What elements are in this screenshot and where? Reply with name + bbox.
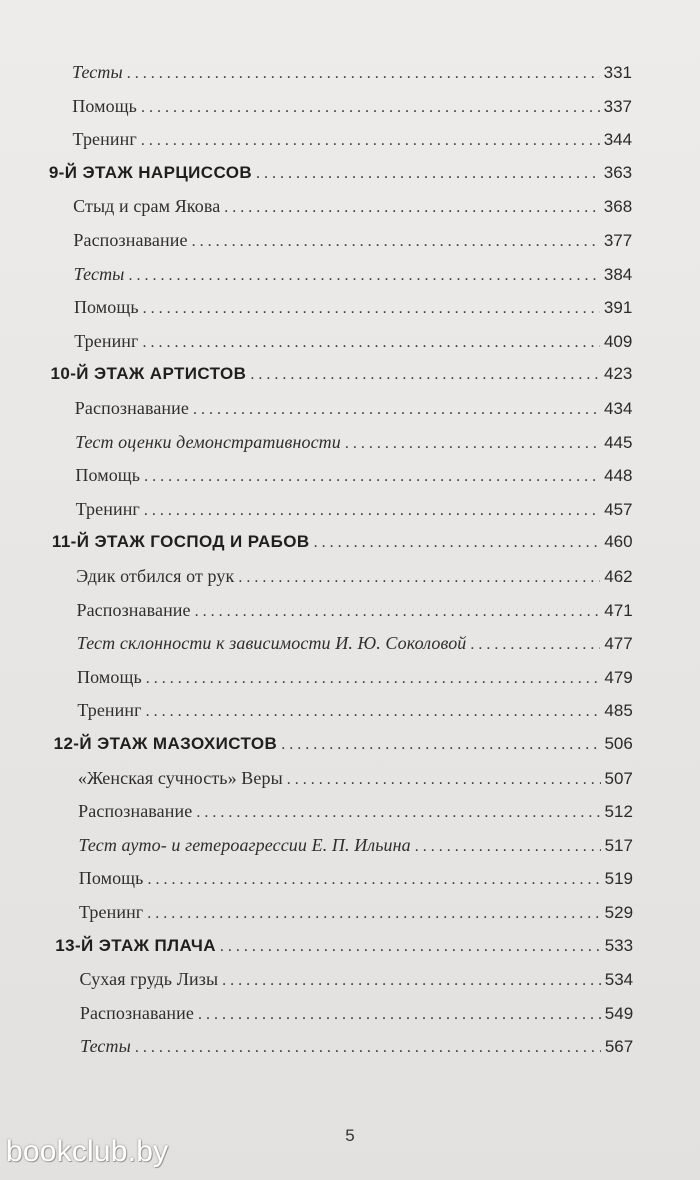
toc-chapter-row [49,163,632,197]
dot-leader [314,534,601,552]
entry-title: Тренинг [74,330,139,351]
entry-title: Распознавание [79,1002,194,1023]
dot-leader [143,300,600,318]
dot-leader [198,1006,601,1024]
toc-entry-row [75,398,633,432]
entry-title: Стыд и срам Якова [73,196,221,217]
entry-page-number: 485 [604,701,633,721]
dot-leader [127,65,600,83]
entry-page-number: 384 [603,264,633,284]
entry-page-number: 567 [604,1037,634,1057]
entry-page-number: 434 [604,399,633,418]
dot-leader [144,468,600,486]
toc-entry-row [77,700,632,734]
dot-leader [287,771,601,789]
toc-entry-row [75,432,632,466]
entry-title: Сухая грудь Лизы [79,969,219,990]
dot-leader [193,401,600,419]
entry-title: Помощь [78,868,144,889]
entry-page-number: 460 [604,532,633,552]
entry-page-number: 529 [604,903,634,922]
toc-entry-row [74,264,633,298]
watermark-logo: bookclub.by [6,1135,169,1168]
entry-title: Помощь [75,465,141,486]
entry-title: Тест оценки демонстративности [75,431,341,452]
entry-page-number: 512 [604,802,633,822]
entry-title: Распознавание [74,398,189,418]
toc-entry-row [73,230,632,264]
toc-entry-row [78,768,633,802]
toc-entry-row [77,667,633,701]
toc-entry-row [76,566,632,600]
entry-title: Распознавание [76,599,191,620]
dot-leader [146,703,601,721]
toc-entry-row [76,600,632,634]
dot-leader [195,603,601,621]
chapter-title: 10-Й ЭТАЖ АРТИСТОВ [50,364,247,384]
dot-leader [281,736,600,754]
page-number: 5 [345,1126,355,1145]
toc-entry-row [79,902,633,936]
entry-page-number: 448 [604,466,633,486]
toc-entry-row [76,499,633,533]
toc-entry-row [74,331,632,365]
toc-entry-row [80,1003,633,1037]
toc-entry-row [72,96,632,130]
entry-page-number: 517 [604,835,633,855]
entry-page-number: 445 [604,432,633,452]
dot-leader [144,502,600,520]
toc-chapter-row [54,734,633,768]
toc-entry-row [72,62,632,96]
entry-title: Помощь [77,666,142,687]
dot-leader [415,838,601,856]
dot-leader [220,938,601,956]
toc-entry-row [80,1036,633,1070]
dot-leader [147,905,600,923]
entry-title: Распознавание [73,230,188,250]
entry-title: Тренинг [72,129,137,150]
entry-title: Тест ауто- и гетероагрессии Е. П. Ильина [78,834,411,855]
entry-title: Тесты [80,1036,131,1057]
toc-entry-row [74,297,632,331]
dot-leader [196,804,600,822]
chapter-title: 13-Й ЭТАЖ ПЛАЧА [55,935,216,955]
dot-leader [222,972,601,990]
dot-leader [135,1039,601,1057]
entry-page-number: 344 [603,130,633,150]
dot-leader [470,636,600,654]
entry-title: Помощь [73,297,139,318]
entry-page-number: 409 [603,331,633,351]
chapter-title: 11-Й ЭТАЖ ГОСПОД И РАБОВ [51,532,310,552]
toc-entry-row [78,835,633,869]
dot-leader [143,334,600,352]
toc-chapter-row [52,532,633,566]
chapter-title: 12-Й ЭТАЖ МАЗОХИСТОВ [53,734,278,753]
entry-page-number: 549 [604,1003,634,1023]
entry-page-number: 479 [604,667,633,687]
chapter-title: 9-Й ЭТАЖ НАРЦИССОВ [48,162,253,182]
entry-title: Тесты [73,263,125,284]
toc-chapter-row [55,936,633,970]
toc-entry-row [77,633,633,667]
entry-page-number: 363 [603,162,633,182]
dot-leader [141,99,600,117]
dot-leader [141,132,600,150]
entry-page-number: 368 [603,197,633,217]
entry-page-number: 519 [604,869,633,889]
entry-title: «Женская сучность» Веры [77,767,283,788]
dot-leader [128,267,599,285]
entry-page-number: 506 [604,734,633,753]
entry-title: Распознавание [78,801,193,822]
entry-page-number: 507 [604,768,633,788]
entry-page-number: 534 [604,970,634,990]
toc-entry-row [79,868,633,902]
entry-title: Тренинг [79,902,144,922]
toc-entry-row [78,801,633,835]
toc-entry-row [80,969,634,1003]
entry-title: Эдик отбился от рук [76,566,235,586]
dot-leader [250,366,600,384]
entry-title: Тест склонности к зависимости И. Ю. Соколовой [76,633,467,654]
entry-title: Тренинг [75,498,140,519]
entry-title: Тесты [72,62,123,82]
dot-leader [147,871,600,889]
entry-page-number: 337 [603,96,633,116]
toc-entry-row [73,196,632,230]
dot-leader [256,165,600,183]
entry-page-number: 331 [603,63,632,82]
dot-leader [192,233,600,251]
toc-entry-row [75,465,632,499]
entry-page-number: 471 [604,600,633,620]
entry-page-number: 457 [604,499,633,519]
dot-leader [238,569,600,587]
dot-leader [224,199,599,217]
dot-leader [345,435,600,453]
entry-title: Помощь [72,95,137,116]
toc-chapter-row [51,364,633,398]
entry-page-number: 462 [604,567,633,586]
entry-page-number: 477 [604,634,633,654]
toc-entry-row [73,129,633,163]
entry-title: Тренинг [77,700,142,721]
entry-page-number: 423 [603,364,633,384]
entry-page-number: 391 [603,298,633,318]
entry-page-number: 377 [603,231,633,250]
dot-leader [146,670,601,688]
entry-page-number: 533 [604,935,634,955]
